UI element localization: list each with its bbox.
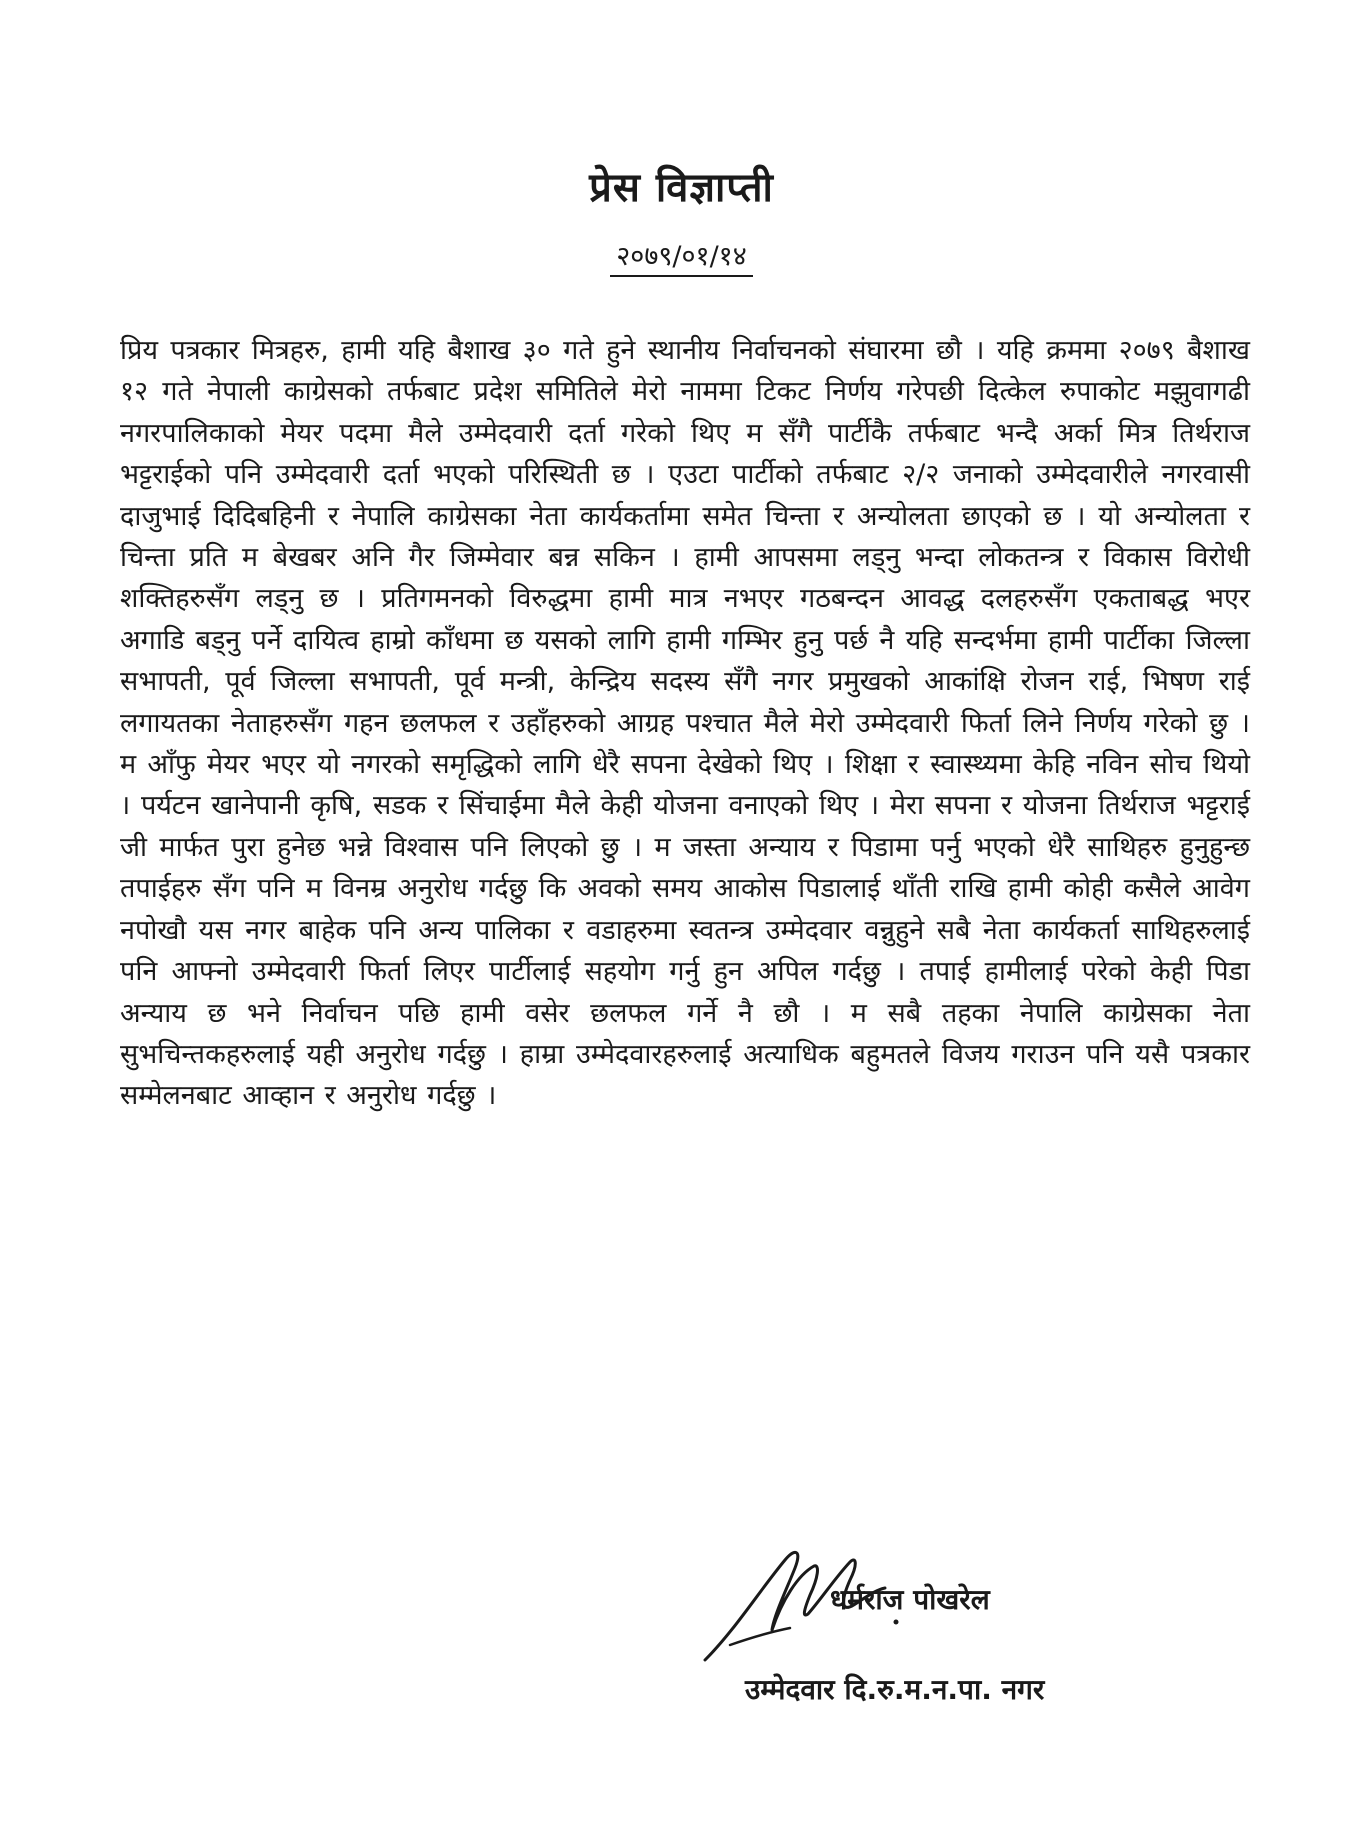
body-paragraph: प्रिय पत्रकार मित्रहरु, हामी यहि बैशाख ३० गते हुने स्थानीय निर्वाचनको संघारमा छौ । यहि क्रममा २०७९ बैशाख १२ गते नेपाली काग्रेसको तर्फबाट प्रदेश समितिले मेरो नाममा टिकट निर्णय गरेपछी दित्केल रुपाकोट मझुवागढी नगरपालिकाको मेयर पदमा मैले उम्मेदवारी दर्ता गरेको थिए म सँगै पार्टीकै तर्फबाट भन्दै अर्का मित्र तिर्थराज भट्टराईको पनि उम्मेदवारी दर्ता भएको परिस्थिती छ । एउटा पार्टीको तर्फबाट २/२ जनाको उम्मेदवारीले नगरवासी दाजुभाई दिदिबहिनी र नेपालि काग्रेसका नेता कार्यकर्तामा समेत चिन्ता र अन्योलता छाएको छ । यो अन्योलता र चिन्ता प्रति म बेखबर अनि गैर जिम्मेवार बन्न सकिन । हामी आपसमा लड्नु भन्दा लोकतन्त्र र विकास विरोधी शक्तिहरुसँग लड्नु छ । प्रतिगमनको विरुद्धमा हामी मात्र नभएर गठबन्दन आवद्ध दलहरुसँग एकताबद्ध भएर अगाडि बड्नु पर्ने दायित्व हाम्रो काँधमा छ यसको लागि हामी गम्भिर हुनु पर्छ नै यहि सन्दर्भमा हामी पार्टीका जिल्ला सभापती, पूर्व जिल्ला सभापती, पूर्व मन्त्री, केन्द्रिय सदस्य सँगै नगर प्रमुखको आकांक्षि रोजन राई, भिषण राई लगायतका नेताहरुसँग गहन छलफल र उहाँहरुको आग्रह पश्चात मैले मेरो उम्मेदवारी फिर्ता लिने निर्णय गरेको छु । म आँफु मेयर भएर यो नगरको समृद्धिको लागि धेरै सपना देखेको थिए । शिक्षा र स्वास्थ्यमा केहि नविन सोच थियो । पर्यटन खानेपानी कृषि, सडक र सिंचाईमा मैले केही योजना वनाएको थिए । मेरा सपना र योजना तिर्थराज भट्टराई जी मार्फत पुरा हुनेछ भन्ने विश्वास पनि लिएको छु । म जस्ता अन्याय र पिडामा पर्नु भएको धेरै साथिहरु हुनुहुन्छ तपाईहरु सँग पनि म विनम्र अनुरोध गर्दछु कि अवको समय आकोस पिडालाई थाँती राखि हामी कोही कसैले आवेग नपोखौ यस नगर बाहेक पनि अन्य पालिका र वडाहरुमा स्वतन्त्र उम्मेदवार वन्नुहुने सबै नेता कार्यकर्ता साथिहरुलाई पनि आफ्नो उम्मेदवारी फिर्ता लिएर पार्टीलाई सहयोग गर्नु हुन अपिल गर्दछु । तपाई हामीलाई परेको केही पिडा अन्याय छ भने निर्वाचन पछि हामी वसेर छलफल गर्ने नै छौ । म सबै तहका नेपालि काग्रेसका नेता सुभचिन्तकहरुलाई यही अनुरोध गर्दछु । हाम्रा उम्मेदवारहरुलाई अत्याधिक बहुमतले विजय गराउन पनि यसै पत्रकार सम्मेलनबाट आव्हान र अनुरोध गर्दछु । [120,335,1250,1112]
document-title: प्रेस विज्ञाप्ती [589,165,774,211]
signer-role: उम्मेदवार दि.रु.म.न.पा. नगर [745,1673,1045,1706]
signer-name: धर्मराज पोखरेल [830,1583,990,1616]
document-date-wrapper [0,236,1363,273]
document-date: २०७९/०१/१४ [610,241,753,277]
